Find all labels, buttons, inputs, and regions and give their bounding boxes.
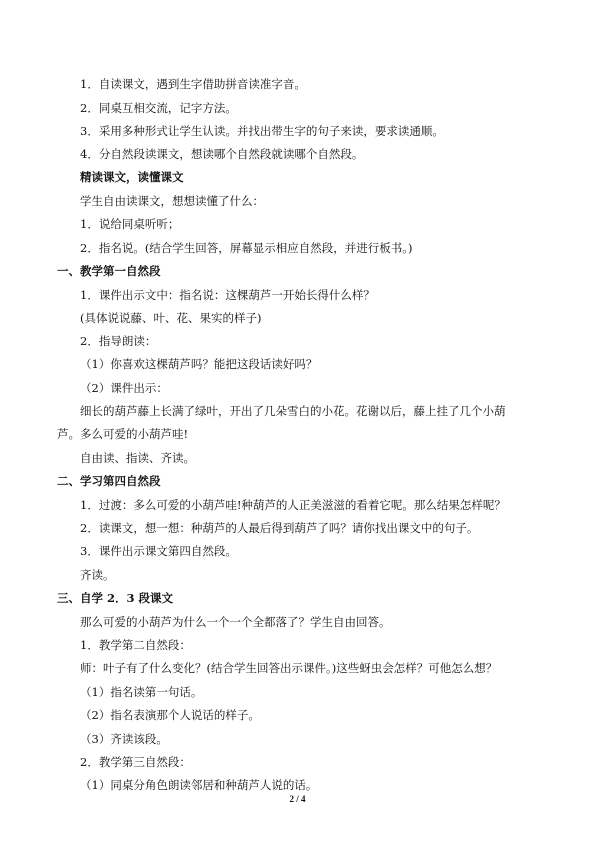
paragraph: 细长的葫芦藤上长满了绿叶，开出了几朵雪白的小花。花谢以后，藤上挂了几个小葫 (80, 404, 506, 418)
list-item: 3．采用多种形式让学生认读。并找出带生字的句子来读，要求读通顺。 (80, 124, 444, 138)
list-item: 2．指名说。(结合学生回答，屏幕显示相应自然段，并进行板书。) (80, 241, 413, 255)
section-heading: 三、自学 2．3 段课文 (57, 591, 174, 605)
paragraph: 学生自由读课文，想想读懂了什么： (80, 194, 264, 208)
paragraph: (具体说说藤、叶、花、果实的样子) (80, 311, 262, 325)
section-heading: 精读课文，读懂课文 (80, 170, 184, 184)
list-item: 1．教学第二自然段： (80, 638, 191, 652)
section-heading: 一、教学第一自然段 (57, 264, 161, 278)
list-item: 2．同桌互相交流，记字方法。 (80, 101, 237, 115)
list-item: 2．指导朗读： (80, 334, 157, 348)
paragraph: 芦。多么可爱的小葫芦哇! (57, 427, 189, 441)
list-item: 1．过渡：多么可爱的小葫芦哇!种葫芦的人正美滋滋的看着它呢。那么结果怎样呢？ (80, 498, 506, 512)
list-item: 3．课件出示课文第四自然段。 (80, 544, 237, 558)
list-item: 2．教学第三自然段： (80, 755, 191, 769)
list-item: （3）齐读该段。 (80, 732, 168, 746)
list-item: 1．说给同桌听听； (80, 217, 180, 231)
page-number: 2 / 4 (289, 794, 306, 804)
list-item: （1）同桌分角色朗读邻居和种葫芦人说的话。 (80, 778, 318, 792)
paragraph: 齐读。 (80, 568, 115, 582)
list-item: 4．分自然段读课文，想读哪个自然段就读哪个自然段。 (80, 147, 364, 161)
paragraph: 师：叶子有了什么变化？(结合学生回答出示课件。)这些蚜虫会怎样？可他怎么想？ (80, 661, 498, 675)
paragraph: 那么可爱的小葫芦为什么一个一个全都落了？学生自由回答。 (80, 615, 391, 629)
list-item: （1）你喜欢这棵葫芦吗？能把这段话读好吗？ (80, 357, 318, 371)
list-item: 1．课件出示文中：指名说：这棵葫芦一开始长得什么样？ (80, 288, 375, 302)
list-item: （2）课件出示： (80, 381, 168, 395)
section-heading: 二、学习第四自然段 (57, 474, 161, 488)
list-item: （2）指名表演那个人说话的样子。 (80, 708, 260, 722)
list-item: 2．读课文，想一想：种葫芦的人最后得到葫芦了吗？请你找出课文中的句子。 (80, 521, 479, 535)
list-item: （1）指名读第一句话。 (80, 685, 203, 699)
paragraph: 自由读、指读、齐读。 (80, 451, 195, 465)
list-item: 1．自读课文，遇到生字借助拼音读准字音。 (80, 77, 306, 91)
